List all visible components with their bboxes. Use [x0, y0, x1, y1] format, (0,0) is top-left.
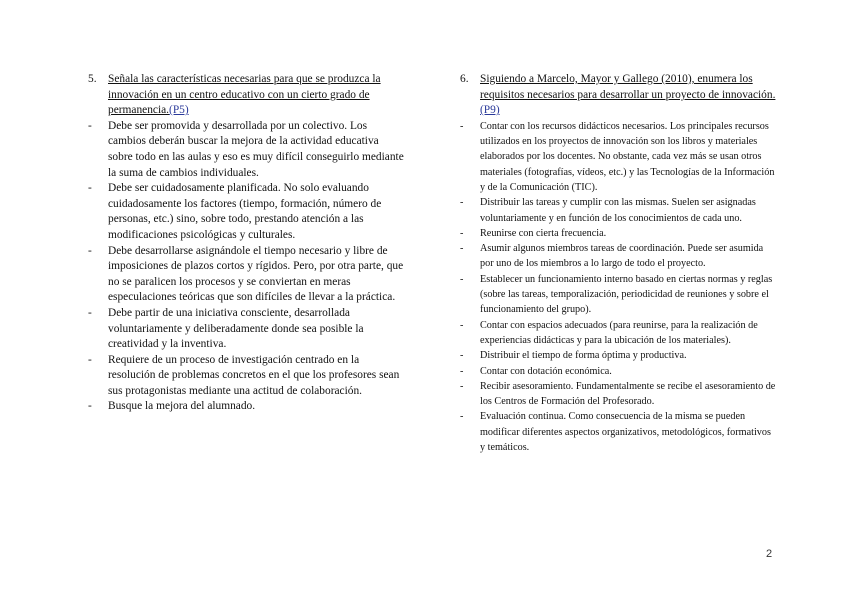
page-reference: (P9) [480, 104, 500, 117]
list-item: - Debe ser promovida y desarrollada por un colectivo. Los cambios deberán buscar la mejora de la actividad educativa sobre todo en las aulas y eso es muy difícil conseguirlo mediante la suma de cambios individuales. [88, 119, 404, 179]
answer-list [88, 119, 406, 415]
page-reference: (P5) [169, 104, 189, 117]
question-5 [88, 72, 406, 119]
list-item: - Contar con dotación económica. [460, 365, 612, 377]
question-6 [460, 72, 778, 119]
left-column [88, 72, 406, 415]
list-item: - Evaluación continua. Como consecuencia de la misma se pueden modificar diferentes aspectos organizativos, metodológicos, formativos y temáticos. [460, 411, 771, 454]
question-text: Siguiendo a Marcelo, Mayor y Gallego (2010), enumera los requisitos necesarios para desarrollar un proyecto de innovación. [480, 73, 776, 101]
list-item: - Debe partir de una iniciativa consciente, desarrollada voluntariamente y deliberadamente donde sea posible la creatividad y la inventiva. [88, 306, 364, 351]
list-item: - Debe desarrollarse asignándole el tiempo necesario y libre de imposiciones de plazos cortos y rígidos. Pero, por otra parte, que no se paralicen los procesos y se conviertan en meras especulaciones teóricas que son difíciles de llevar a la práctica. [88, 244, 404, 304]
page-number: 2 [766, 548, 773, 560]
list-item: - Busque la mejora del alumnado. [88, 400, 256, 413]
list-item: - Recibir asesoramiento. Fundamentalmente se recibe el asesoramiento de los Centros de Formación del Profesorado. [460, 380, 776, 408]
list-item: - Establecer un funcionamiento interno basado en ciertas normas y reglas (sobre las tareas, temporalización, periodicidad de reuniones y sobre el funcionamiento del grupo). [460, 273, 773, 316]
right-column [460, 72, 778, 455]
answer-list [460, 119, 778, 456]
list-item: - Contar con espacios adecuados (para reunirse, para la realización de experiencias didácticas y para la ubicación de los materiales). [460, 319, 758, 346]
question-text: Señala las características necesarias para que se produzca la innovación en un centro educativo con un cierto grado de permanencia. [108, 73, 381, 117]
list-item: - Reunirse con cierta frecuencia. [460, 227, 607, 239]
list-item: - Requiere de un proceso de investigación centrado en la resolución de problemas concretos en el que los profesores sean sus protagonistas mediante una actitud de colaboración. [88, 353, 400, 397]
question-number: 5. [88, 73, 97, 85]
list-item: - Distribuir las tareas y cumplir con las mismas. Suelen ser asignadas voluntariamente y en función de los conocimientos de cada uno. [460, 197, 756, 224]
list-item: - Contar con los recursos didácticos necesarios. Los principales recursos utilizados en los proyectos de innovación son los libros y materiales elaborados por los docentes. No obstante, cada vez más se usan otros materiales (fotografías, vídeos, etc.) y las Tecnologías de la Información y de la Comunicación (TIC). [460, 120, 775, 193]
list-item: - Asumir algunos miembros tareas de coordinación. Puede ser asumida por uno de los miembros a lo largo de todo el proyecto. [460, 243, 764, 270]
list-item: - Distribuir el tiempo de forma óptima y productiva. [460, 350, 687, 362]
question-number: 6. [460, 73, 469, 85]
list-item: - Debe ser cuidadosamente planificada. No solo evaluando cuidadosamente los factores (tiempo, formación, número de personas, etc.) sino, sobre todo, prestando atención a las modificaciones psicológicas y culturales. [88, 182, 382, 241]
